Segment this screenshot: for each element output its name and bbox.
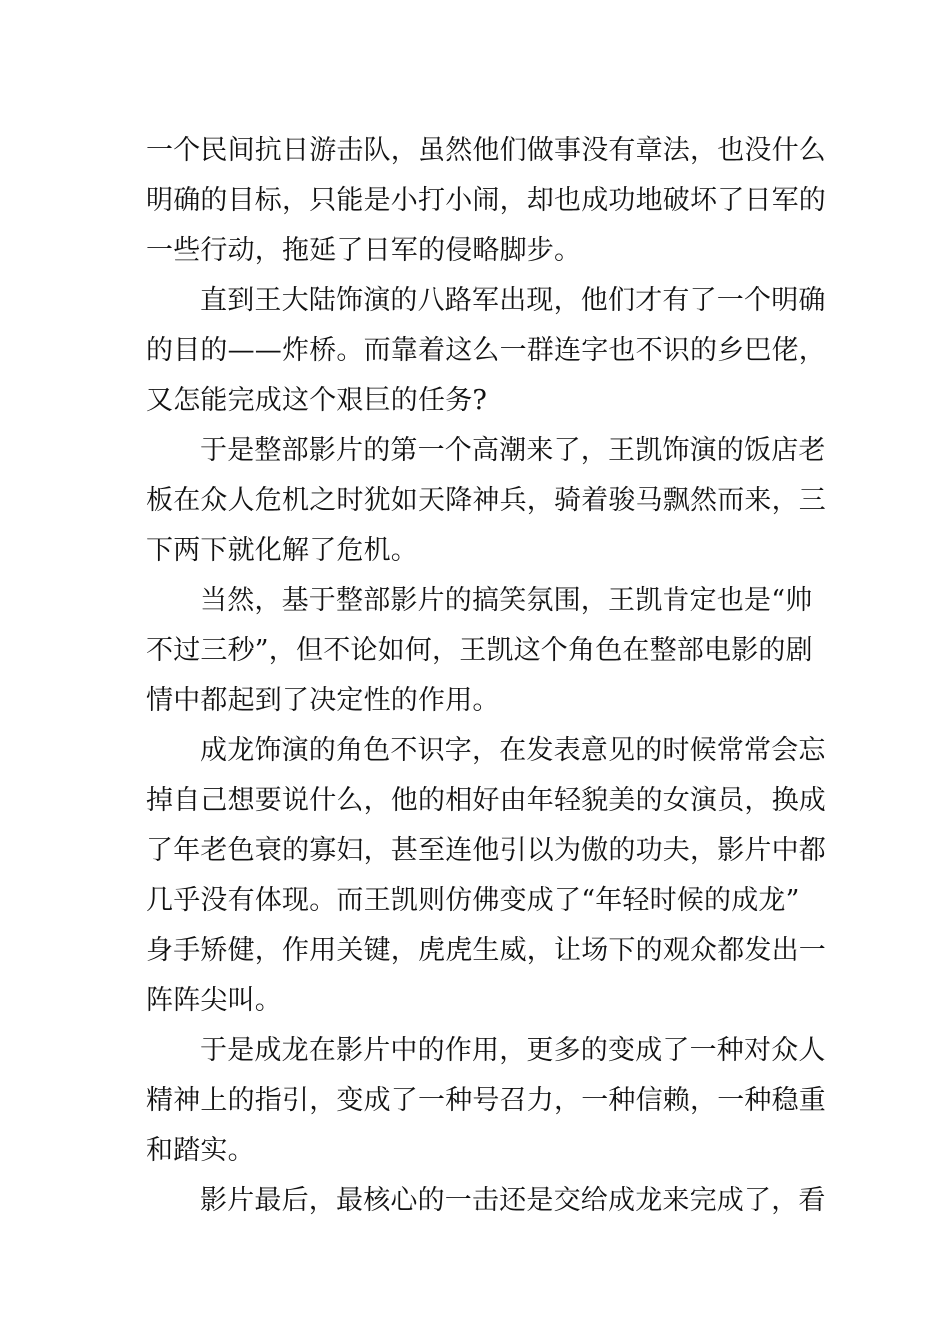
paragraph	[146, 726, 826, 1026]
paragraph	[146, 126, 826, 276]
paragraph-line: 精神上的指引，变成了一种号召力，一种信赖，一种稳重	[146, 1085, 826, 1116]
paragraph-line: 的目的——炸桥。而靠着这么一群连字也不识的乡巴佬，	[146, 335, 826, 366]
paragraph-line: 影片最后，最核心的一击还是交给成龙来完成了，看	[200, 1185, 826, 1216]
paragraph	[146, 426, 826, 576]
paragraph-line: 直到王大陆饰演的八路军出现，他们才有了一个明确	[200, 285, 826, 316]
paragraph-line: 阵阵尖叫。	[146, 985, 282, 1016]
paragraph	[146, 1026, 826, 1176]
paragraph-line: 情中都起到了决定性的作用。	[146, 685, 500, 716]
paragraph-line: 一个民间抗日游击队，虽然他们做事没有章法，也没什么	[146, 135, 826, 166]
paragraph-line: 当然，基于整部影片的搞笑氛围，王凯肯定也是“帅	[200, 585, 813, 616]
paragraph	[146, 1176, 826, 1226]
paragraph-line: 下两下就化解了危机。	[146, 535, 418, 566]
paragraph-line: 又怎能完成这个艰巨的任务?	[146, 385, 488, 416]
paragraph-line: 明确的目标，只能是小打小闹，却也成功地破坏了日军的	[146, 185, 826, 216]
paragraph-line: 和踏实。	[146, 1135, 255, 1166]
paragraph-line: 不过三秒”，但不论如何，王凯这个角色在整部电影的剧	[146, 635, 813, 666]
paragraph-line: 于是成龙在影片中的作用，更多的变成了一种对众人	[200, 1035, 826, 1066]
paragraph-line: 于是整部影片的第一个高潮来了，王凯饰演的饭店老	[200, 435, 826, 466]
body-text	[146, 126, 826, 1226]
paragraph-line: 了年老色衰的寡妇，甚至连他引以为傲的功夫，影片中都	[146, 835, 826, 866]
paragraph-line: 成龙饰演的角色不识字，在发表意见的时候常常会忘	[200, 735, 826, 766]
paragraph	[146, 276, 826, 426]
paragraph	[146, 576, 813, 726]
paragraph-line: 板在众人危机之时犹如天降神兵，骑着骏马飘然而来，三	[146, 485, 826, 516]
paragraph-line: 身手矫健，作用关键，虎虎生威，让场下的观众都发出一	[146, 935, 826, 966]
paragraph-line: 几乎没有体现。而王凯则仿佛变成了“年轻时候的成龙”	[146, 885, 800, 916]
paragraph-line: 掉自己想要说什么，他的相好由年轻貌美的女演员，换成	[146, 785, 826, 816]
paragraph-line: 一些行动，拖延了日军的侵略脚步。	[146, 235, 582, 266]
